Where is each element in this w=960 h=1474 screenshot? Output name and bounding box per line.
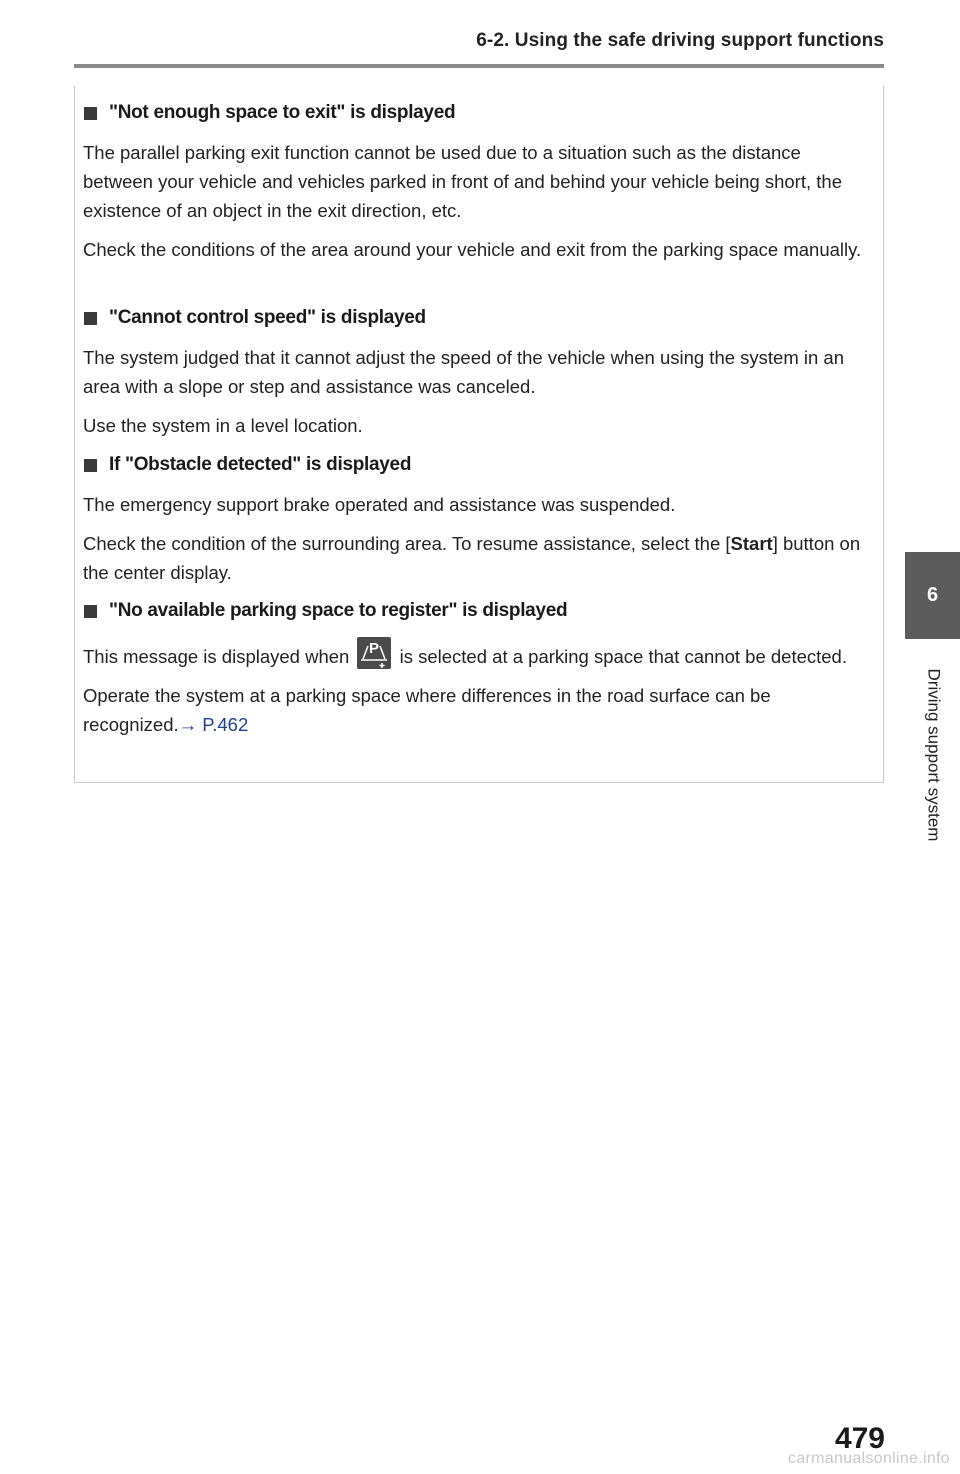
- square-bullet-icon: [84, 312, 97, 325]
- page-number: 479: [834, 1422, 885, 1455]
- parking-register-icon: [357, 637, 391, 669]
- square-bullet-icon: [84, 605, 97, 618]
- page-reference-link[interactable]: → P.462: [178, 714, 249, 735]
- chapter-tab: 6: [905, 552, 960, 639]
- text-run: is selected at a parking space that cannot be detected.: [394, 646, 847, 667]
- text-run: Check the condition of the surrounding area. To resume assistance, select the [: [83, 533, 731, 554]
- paragraph: [83, 637, 873, 671]
- section-obstacle-detected: [83, 451, 873, 587]
- svg-text:P: P: [369, 640, 380, 657]
- paragraph: [83, 529, 873, 587]
- text-run: ] button on the center display.: [83, 533, 861, 583]
- section-cannot-control-speed: [83, 304, 873, 440]
- square-bullet-icon: [84, 459, 97, 472]
- section-header-title: 6-2. Using the safe driving support functions: [476, 30, 884, 51]
- paragraph: Check the conditions of the area around your vehicle and exit from the parking space manually.: [83, 239, 862, 260]
- section-heading-text: "No available parking space to register" is displayed: [109, 600, 568, 621]
- section-heading-text: If "Obstacle detected" is displayed: [109, 454, 412, 475]
- chapter-side-label-text: Driving support system: [924, 668, 944, 842]
- chapter-side-label: [918, 650, 948, 860]
- section-heading-text: "Cannot control speed" is displayed: [109, 307, 426, 328]
- section-not-enough-space: [83, 99, 873, 264]
- paragraph: The system judged that it cannot adjust the speed of the vehicle when using the system in an area with a slope or step and assistance was canceled.: [83, 347, 845, 397]
- paragraph: [83, 681, 873, 739]
- section-heading: [83, 304, 873, 332]
- header-rule: [74, 64, 884, 68]
- paragraph: Use the system in a level location.: [83, 415, 363, 436]
- section-heading: [83, 451, 873, 479]
- start-button-label: Start: [730, 533, 773, 554]
- square-bullet-icon: [84, 107, 97, 120]
- section-heading-text: "Not enough space to exit" is displayed: [109, 102, 456, 123]
- watermark: carmanualsonline.info: [788, 1450, 950, 1467]
- text-run: Operate the system at a parking space where differences in the road surface can be recognized.: [83, 685, 771, 735]
- section-no-parking-space: [83, 597, 873, 739]
- text-run: This message is displayed when: [83, 646, 355, 667]
- section-heading: [83, 597, 873, 625]
- paragraph: The parallel parking exit function cannot be used due to a situation such as the distance between your vehicle and vehicles parked in front of and behind your vehicle being short, the existence of an object in the exit direction, etc.: [83, 142, 842, 221]
- section-heading: [83, 99, 873, 127]
- paragraph: The emergency support brake operated and assistance was suspended.: [83, 494, 676, 515]
